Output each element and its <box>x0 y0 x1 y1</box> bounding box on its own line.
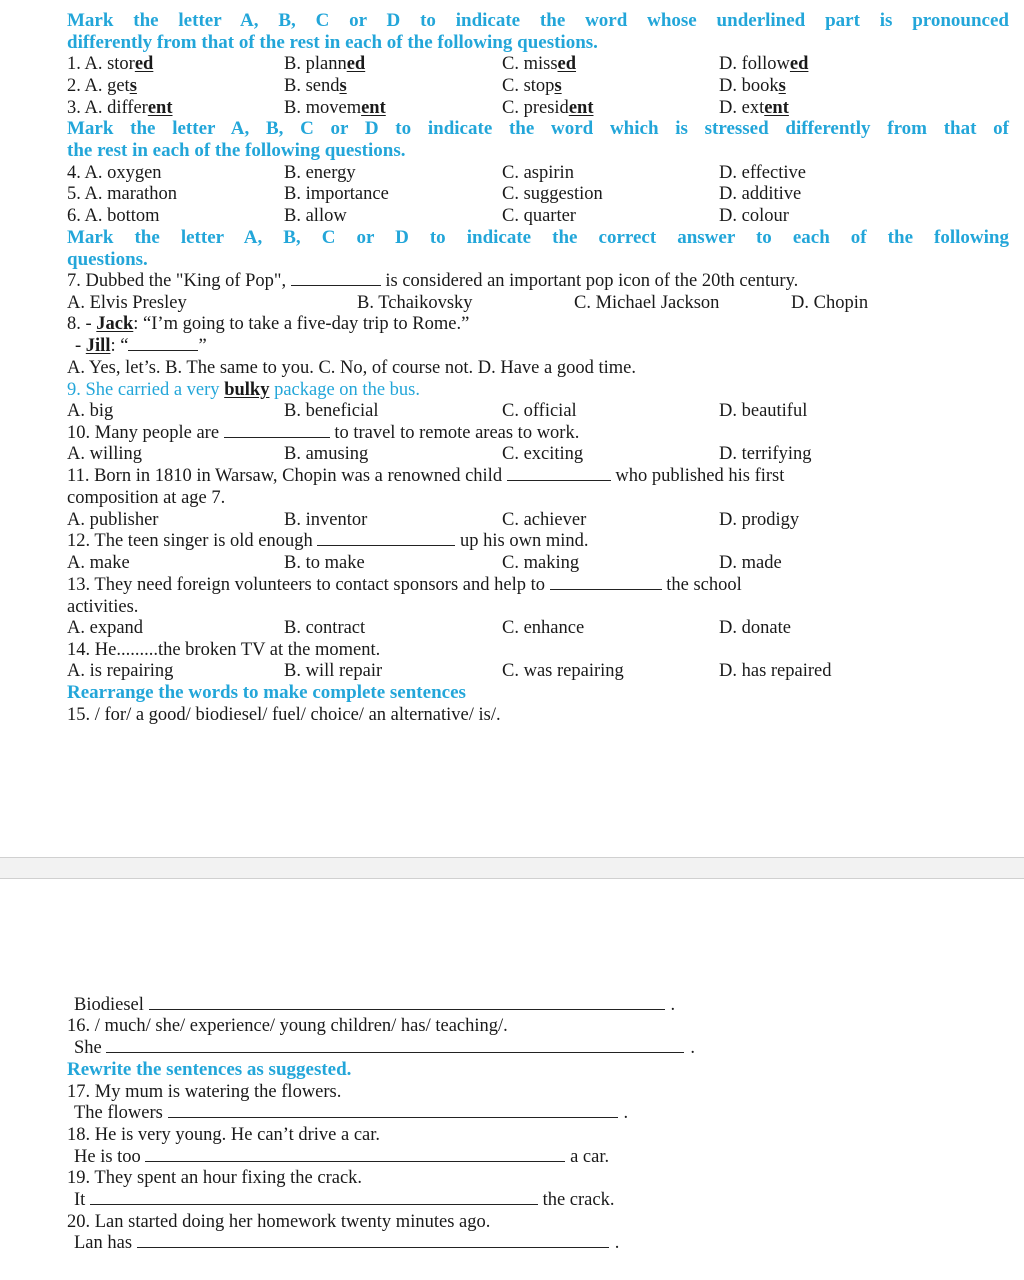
q12-stem-end: up his own mind. <box>460 531 589 551</box>
q12-option-b: B. to make <box>284 553 365 573</box>
page-break <box>0 857 1024 879</box>
q8-blank <box>128 336 198 351</box>
q19-stem: 19. They spent an hour fixing the crack. <box>67 1168 363 1188</box>
q8-jill-open-quote: : “ <box>110 336 129 356</box>
q2-d-text: D. book <box>719 76 779 96</box>
q20-answer-line <box>74 1232 619 1254</box>
q19-blank[interactable] <box>90 1190 538 1205</box>
q3-option-c <box>502 97 593 119</box>
q20-stem: 20. Lan started doing her homework twenty minutes ago. <box>67 1212 491 1232</box>
q12-option-c: C. making <box>502 553 580 573</box>
q6-option-b: B. allow <box>284 206 347 226</box>
section-4-heading: Rearrange the words to make complete sentences <box>67 682 466 703</box>
q1-b-text: B. plann <box>284 54 347 74</box>
q13-option-a: A. expand <box>67 618 144 638</box>
q7-stem <box>67 270 798 292</box>
q13-option-b: B. contract <box>284 618 366 638</box>
q20-starter: Lan has <box>74 1233 133 1253</box>
q2-a-text: 2. A. get <box>67 76 130 96</box>
q1-option-c <box>502 53 576 75</box>
q3-a-underlined: ent <box>147 98 173 118</box>
q17-end: . <box>623 1103 629 1123</box>
section-1-heading-line-1: Mark the letter A, B, C or D to indicate the word whose underlined part is pronounced <box>67 10 1009 31</box>
q17-blank[interactable] <box>168 1103 618 1118</box>
q3-b-underlined: ent <box>361 98 386 118</box>
q18-end: a car. <box>570 1147 610 1167</box>
q12-stem-start: 12. The teen singer is old enough <box>67 531 313 551</box>
q1-option-b <box>284 53 365 75</box>
q3-option-b <box>284 97 386 119</box>
q16-stem: 16. / much/ she/ experience/ young children/ has/ teaching/. <box>67 1016 508 1036</box>
q19-end: the crack. <box>542 1190 615 1210</box>
q3-option-d <box>719 97 789 119</box>
q8-dash: - <box>75 336 86 356</box>
q14-option-b: B. will repair <box>284 661 383 681</box>
q3-d-text: D. ext <box>719 98 765 118</box>
q11-blank <box>507 466 611 481</box>
q1-a-underlined: ed <box>134 54 154 74</box>
q9-underlined-word: bulky <box>224 380 270 400</box>
section-3-heading-line-1: Mark the letter A, B, C or D to indicate the correct answer to each of the following <box>67 227 1009 248</box>
q4-option-d: D. effective <box>719 163 806 183</box>
q10-option-b: B. amusing <box>284 444 369 464</box>
q12-blank <box>317 531 455 546</box>
q13-stem <box>67 574 742 596</box>
q16-answer-line <box>74 1037 695 1059</box>
q10-stem-end: to travel to remote areas to work. <box>334 423 580 443</box>
q16-end: . <box>690 1038 695 1058</box>
q4-option-a: 4. A. oxygen <box>67 163 162 183</box>
q17-answer-line <box>74 1102 628 1124</box>
q19-answer-line <box>74 1189 614 1211</box>
q3-option-a <box>67 97 173 119</box>
q12-option-a: A. make <box>67 553 130 573</box>
q9-stem <box>67 379 420 401</box>
q17-starter: The flowers <box>74 1103 163 1123</box>
q7-option-b: B. Tchaikovsky <box>357 293 473 313</box>
q15-end: . <box>670 995 676 1015</box>
q10-blank <box>224 423 330 438</box>
q11-stem-start: 11. Born in 1810 in Warsaw, Chopin was a renowned child <box>67 466 503 486</box>
q6-option-d: D. colour <box>719 206 789 226</box>
q8-speaker-jack: Jack <box>96 314 134 334</box>
q19-starter: It <box>74 1190 86 1210</box>
q14-option-c: C. was repairing <box>502 661 624 681</box>
q2-b-text: B. send <box>284 76 340 96</box>
q1-b-underlined: ed <box>346 54 366 74</box>
q1-a-text: 1. A. stor <box>67 54 135 74</box>
q13-stem-line-2: activities. <box>67 597 139 617</box>
q10-option-c: C. exciting <box>502 444 584 464</box>
q1-option-a <box>67 53 153 75</box>
q14-stem: 14. He.........the broken TV at the moment. <box>67 640 381 660</box>
q2-d-underlined: s <box>778 76 786 96</box>
q2-option-c <box>502 75 562 97</box>
q10-stem-start: 10. Many people are <box>67 423 220 443</box>
q10-stem <box>67 422 579 444</box>
q11-option-d: D. prodigy <box>719 510 800 530</box>
q15-answer-line <box>74 994 675 1016</box>
q16-starter: She <box>74 1038 102 1058</box>
q9-option-c: C. official <box>502 401 577 421</box>
q1-c-text: C. miss <box>502 54 558 74</box>
q13-stem-start: 13. They need foreign volunteers to contact sponsors and help to <box>67 575 545 595</box>
q2-option-a <box>67 75 137 97</box>
q18-blank[interactable] <box>145 1147 565 1162</box>
q3-d-underlined: ent <box>764 98 789 118</box>
q12-stem <box>67 530 589 552</box>
q18-answer-line <box>74 1146 609 1168</box>
q6-option-c: C. quarter <box>502 206 576 226</box>
q15-starter: Biodiesel <box>74 995 144 1015</box>
q7-option-d: D. Chopin <box>791 293 869 313</box>
q8-number: 8. - <box>67 314 97 334</box>
q7-stem-start: 7. Dubbed the "King of Pop", <box>67 271 287 291</box>
q12-option-d: D. made <box>719 553 782 573</box>
q17-stem: 17. My mum is watering the flowers. <box>67 1082 342 1102</box>
q7-option-a: A. Elvis Presley <box>67 293 187 313</box>
q8-dialogue-line-1 <box>67 313 469 335</box>
section-3-heading-line-2: questions. <box>67 249 148 270</box>
q18-stem: 18. He is very young. He can’t drive a car. <box>67 1125 381 1145</box>
q11-option-a: A. publisher <box>67 510 159 530</box>
q3-b-text: B. movem <box>284 98 362 118</box>
q16-blank[interactable] <box>106 1038 684 1053</box>
section-5-heading: Rewrite the sentences as suggested. <box>67 1059 352 1080</box>
q11-option-c: C. achiever <box>502 510 587 530</box>
q18-starter: He is too <box>74 1147 141 1167</box>
q10-option-d: D. terrifying <box>719 444 812 464</box>
q6-option-a: 6. A. bottom <box>67 206 160 226</box>
q1-d-text: D. follow <box>719 54 790 74</box>
q10-option-a: A. willing <box>67 444 143 464</box>
q2-option-d <box>719 75 786 97</box>
q1-d-underlined: ed <box>789 54 809 74</box>
q11-stem-line-2: composition at age 7. <box>67 488 226 508</box>
section-2-heading-line-1: Mark the letter A, B, C or D to indicate the word which is stressed differently from that of <box>67 118 1009 139</box>
q7-option-c: C. Michael Jackson <box>574 293 720 313</box>
section-1-heading-line-2: differently from that of the rest in each of the following questions. <box>67 32 598 53</box>
q4-option-b: B. energy <box>284 163 356 183</box>
q9-stem-end: package on the bus. <box>269 380 420 400</box>
q5-option-c: C. suggestion <box>502 184 603 204</box>
q5-option-d: D. additive <box>719 184 802 204</box>
q8-speaker-jill: Jill <box>85 336 111 356</box>
q15-stem: 15. / for/ a good/ biodiesel/ fuel/ choice/ an alternative/ is/. <box>67 705 501 725</box>
q2-c-text: C. stop <box>502 76 555 96</box>
q11-stem <box>67 465 784 487</box>
q3-a-text: 3. A. differ <box>67 98 148 118</box>
q14-option-a: A. is repairing <box>67 661 174 681</box>
q13-option-c: C. enhance <box>502 618 585 638</box>
q14-option-d: D. has repaired <box>719 661 832 681</box>
q2-a-underlined: s <box>129 76 137 96</box>
q1-c-underlined: ed <box>557 54 577 74</box>
q9-stem-start: 9. She carried a very <box>67 380 225 400</box>
q1-option-d <box>719 53 808 75</box>
q13-blank <box>550 575 662 590</box>
q20-blank[interactable] <box>137 1233 609 1248</box>
q11-stem-end: who published his first <box>615 466 785 486</box>
q8-options: A. Yes, let’s. B. The same to you. C. No, of course not. D. Have a good time. <box>67 358 636 378</box>
section-2-heading-line-2: the rest in each of the following questions. <box>67 140 406 161</box>
q5-option-b: B. importance <box>284 184 389 204</box>
q15-blank[interactable] <box>149 995 665 1010</box>
q9-option-b: B. beneficial <box>284 401 379 421</box>
q2-c-underlined: s <box>554 76 562 96</box>
q7-blank <box>291 271 381 286</box>
q9-option-a: A. big <box>67 401 114 421</box>
q8-jill-close-quote: ” <box>198 336 207 356</box>
q13-stem-end: the school <box>666 575 742 595</box>
q13-option-d: D. donate <box>719 618 791 638</box>
q3-c-underlined: ent <box>568 98 594 118</box>
q4-option-c: C. aspirin <box>502 163 574 183</box>
q7-stem-end: is considered an important pop icon of the 20th century. <box>385 271 799 291</box>
q20-end: . <box>614 1233 620 1253</box>
q9-option-d: D. beautiful <box>719 401 808 421</box>
q3-c-text: C. presid <box>502 98 569 118</box>
q8-dialogue-line-2 <box>75 335 207 357</box>
q8-jack-line: : “I’m going to take a five-day trip to Rome.” <box>133 314 470 334</box>
q2-b-underlined: s <box>339 76 347 96</box>
q5-option-a: 5. A. marathon <box>67 184 177 204</box>
q2-option-b <box>284 75 347 97</box>
q11-option-b: B. inventor <box>284 510 368 530</box>
